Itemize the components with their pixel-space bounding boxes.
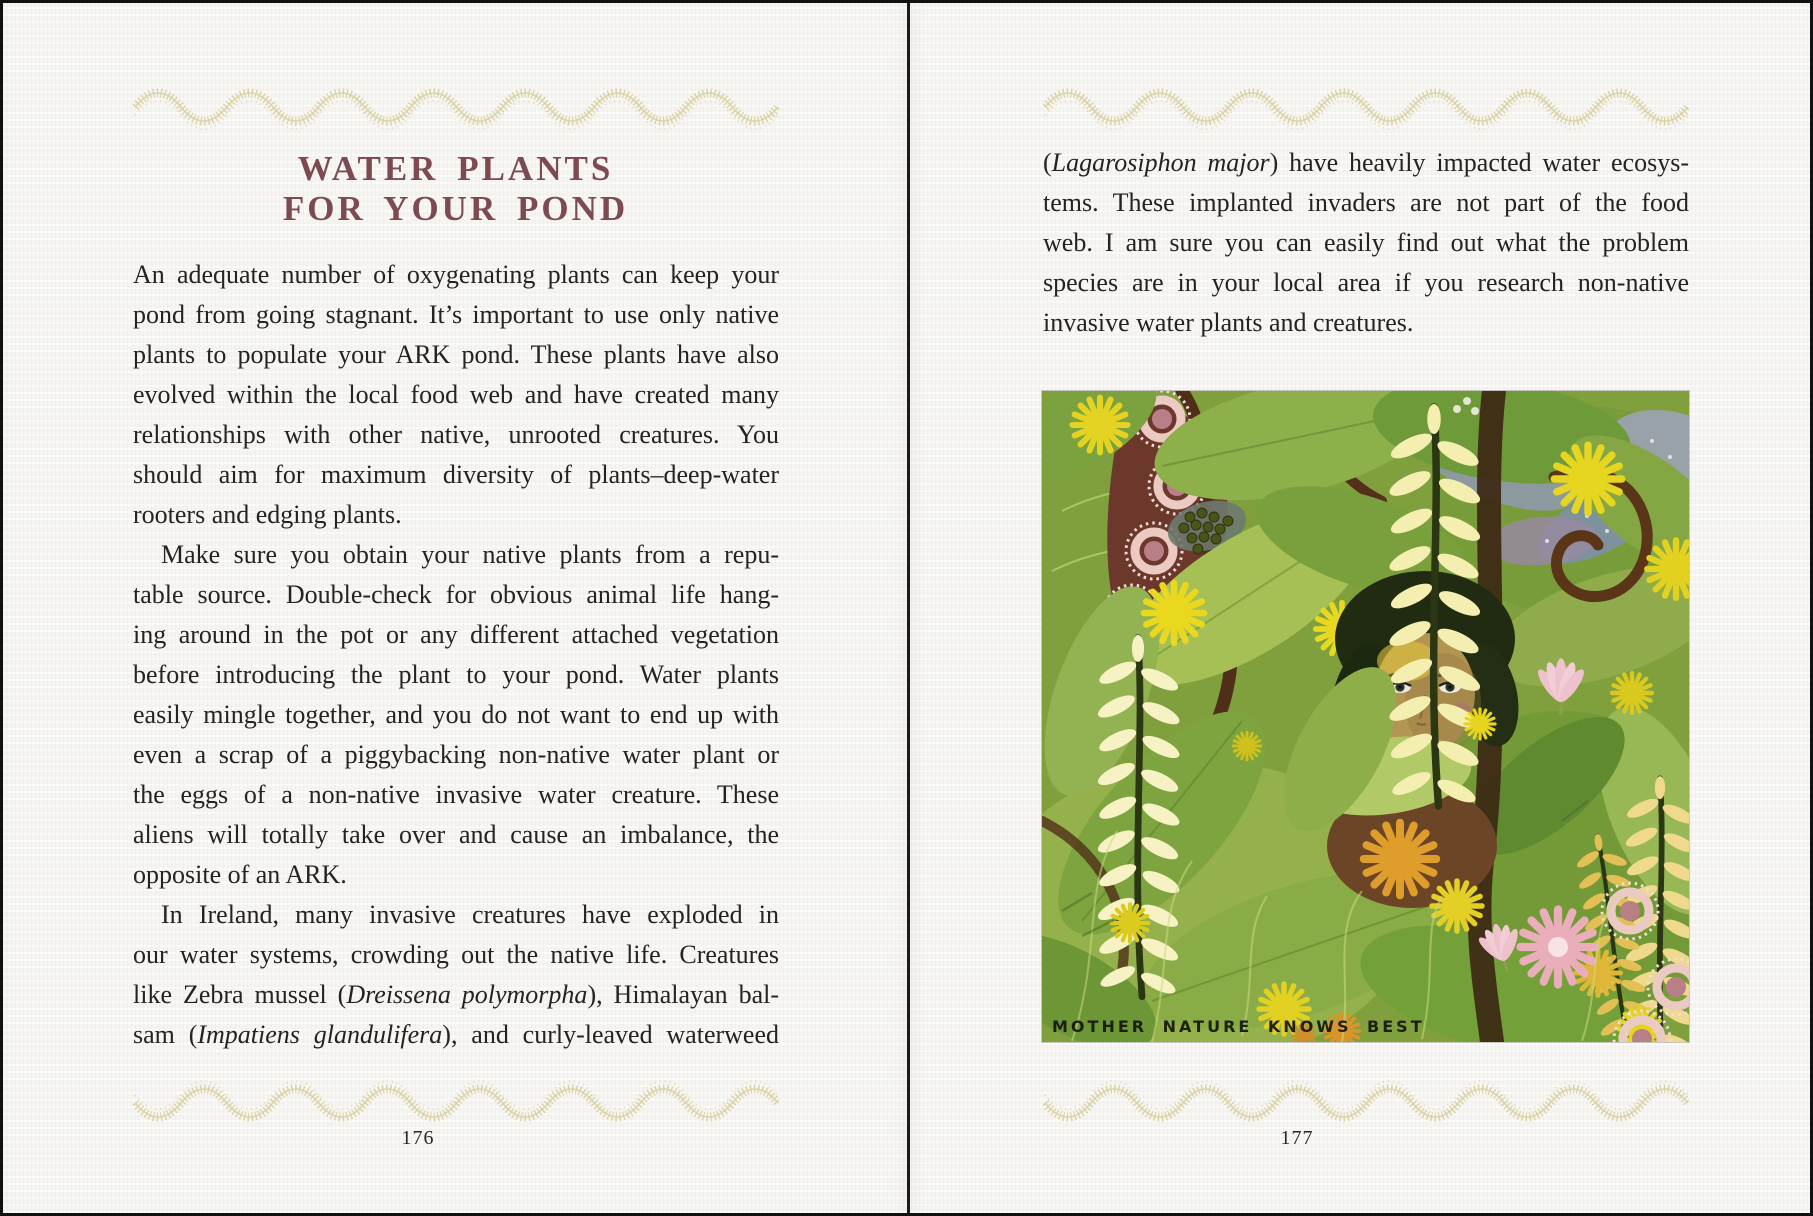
- text-line: [133, 455, 779, 495]
- paragraph: [133, 255, 779, 535]
- text-line: [133, 295, 779, 335]
- text-segment: easily mingle together, and you do not want to end up with: [133, 700, 779, 729]
- wavy-divider-bottom-right: [1043, 1079, 1689, 1123]
- text-line: [133, 375, 779, 415]
- page-number-left: 176: [401, 1127, 435, 1149]
- text-line: [133, 815, 779, 855]
- text-line: [133, 695, 779, 735]
- text-line: [133, 415, 779, 455]
- text-segment: An adequate number of oxygenating plants can keep your: [133, 260, 779, 289]
- text-line: [133, 535, 779, 575]
- text-segment: ing around in the pot or any different attached vegetation: [133, 620, 779, 649]
- text-line: [133, 895, 779, 935]
- text-segment: relationships with other native, unrooted creatures. You: [133, 420, 779, 449]
- paragraph: [133, 895, 779, 1055]
- body-text-right: [1043, 143, 1689, 343]
- text-line: [133, 935, 779, 975]
- text-segment: species are in your local area if you research non-native: [1043, 268, 1689, 297]
- text-segment: ) have heavily impacted water ecosys-: [1269, 148, 1689, 177]
- species-name-italic: Impatiens glandulifera: [197, 1020, 443, 1049]
- text-line: [1043, 183, 1689, 223]
- text-segment: invasive water plants and creatures.: [1043, 308, 1414, 337]
- text-segment: before introducing the plant to your pond. Water plants: [133, 660, 779, 689]
- species-name-italic: Lagarosiphon major: [1051, 148, 1270, 177]
- text-segment: aliens will totally take over and cause an imbalance, the: [133, 820, 779, 849]
- text-segment: plants to populate your ARK pond. These plants have also: [133, 340, 779, 369]
- text-line: [133, 335, 779, 375]
- text-segment: should aim for maximum diversity of plants–deep-water: [133, 460, 779, 489]
- page-gutter: [907, 3, 910, 1213]
- text-segment: the eggs of a non-native invasive water creature. These: [133, 780, 779, 809]
- text-line: [1043, 223, 1689, 263]
- botanical-collage-art: [1042, 391, 1689, 1042]
- text-segment: our water systems, crowding out the native life. Creatures: [133, 940, 779, 969]
- text-line: [133, 735, 779, 775]
- text-segment: like Zebra mussel (: [133, 980, 347, 1009]
- chapter-title-line1: WATER PLANTS: [297, 149, 614, 188]
- wavy-divider-top-left: [133, 87, 779, 131]
- text-line: [1043, 143, 1689, 183]
- text-segment: opposite of an ARK.: [133, 860, 347, 889]
- text-segment: In Ireland, many invasive creatures have exploded in: [161, 900, 779, 929]
- text-line: [1043, 263, 1689, 303]
- text-line: [133, 495, 779, 535]
- text-segment: evolved within the local food web and have created many: [133, 380, 779, 409]
- text-segment: (: [1043, 148, 1052, 177]
- right-page: [911, 3, 1813, 1213]
- text-line: [133, 775, 779, 815]
- text-line: [133, 1015, 779, 1055]
- text-segment: even a scrap of a piggybacking non-native water plant or: [133, 740, 779, 769]
- illustration-caption: MOTHER NATURE KNOWS BEST: [1052, 1017, 1425, 1036]
- text-segment: rooters and edging plants.: [133, 500, 402, 529]
- chapter-title: [3, 149, 908, 229]
- page-number-right: 177: [1280, 1127, 1314, 1149]
- paragraph: [1043, 143, 1689, 343]
- body-text-left: [133, 255, 779, 1055]
- text-segment: tems. These implanted invaders are not part of the food: [1043, 188, 1689, 217]
- text-line: [133, 655, 779, 695]
- text-segment: table source. Double-check for obvious animal life hang-: [133, 580, 779, 609]
- text-segment: ), Himalayan bal-: [587, 980, 779, 1009]
- text-line: [133, 575, 779, 615]
- chapter-title-line2: FOR YOUR POND: [282, 189, 629, 228]
- wavy-divider-top-right: [1043, 87, 1689, 131]
- paragraph: [133, 535, 779, 895]
- text-line: [133, 615, 779, 655]
- species-name-italic: Dreissena polymorpha: [346, 980, 588, 1009]
- text-segment: ), and curly-leaved waterweed: [442, 1020, 779, 1049]
- text-segment: pond from going stagnant. It’s important to use only native: [133, 300, 779, 329]
- text-line: [133, 975, 779, 1015]
- text-segment: web. I am sure you can easily find out what the problem: [1043, 228, 1689, 257]
- text-line: [1043, 303, 1689, 343]
- left-page: [3, 3, 908, 1213]
- text-line: [133, 855, 779, 895]
- wavy-divider-bottom-left: [133, 1079, 779, 1123]
- text-line: [133, 255, 779, 295]
- text-segment: Make sure you obtain your native plants from a repu-: [161, 540, 779, 569]
- pond-illustration: [1042, 391, 1689, 1042]
- text-segment: sam (: [133, 1020, 198, 1049]
